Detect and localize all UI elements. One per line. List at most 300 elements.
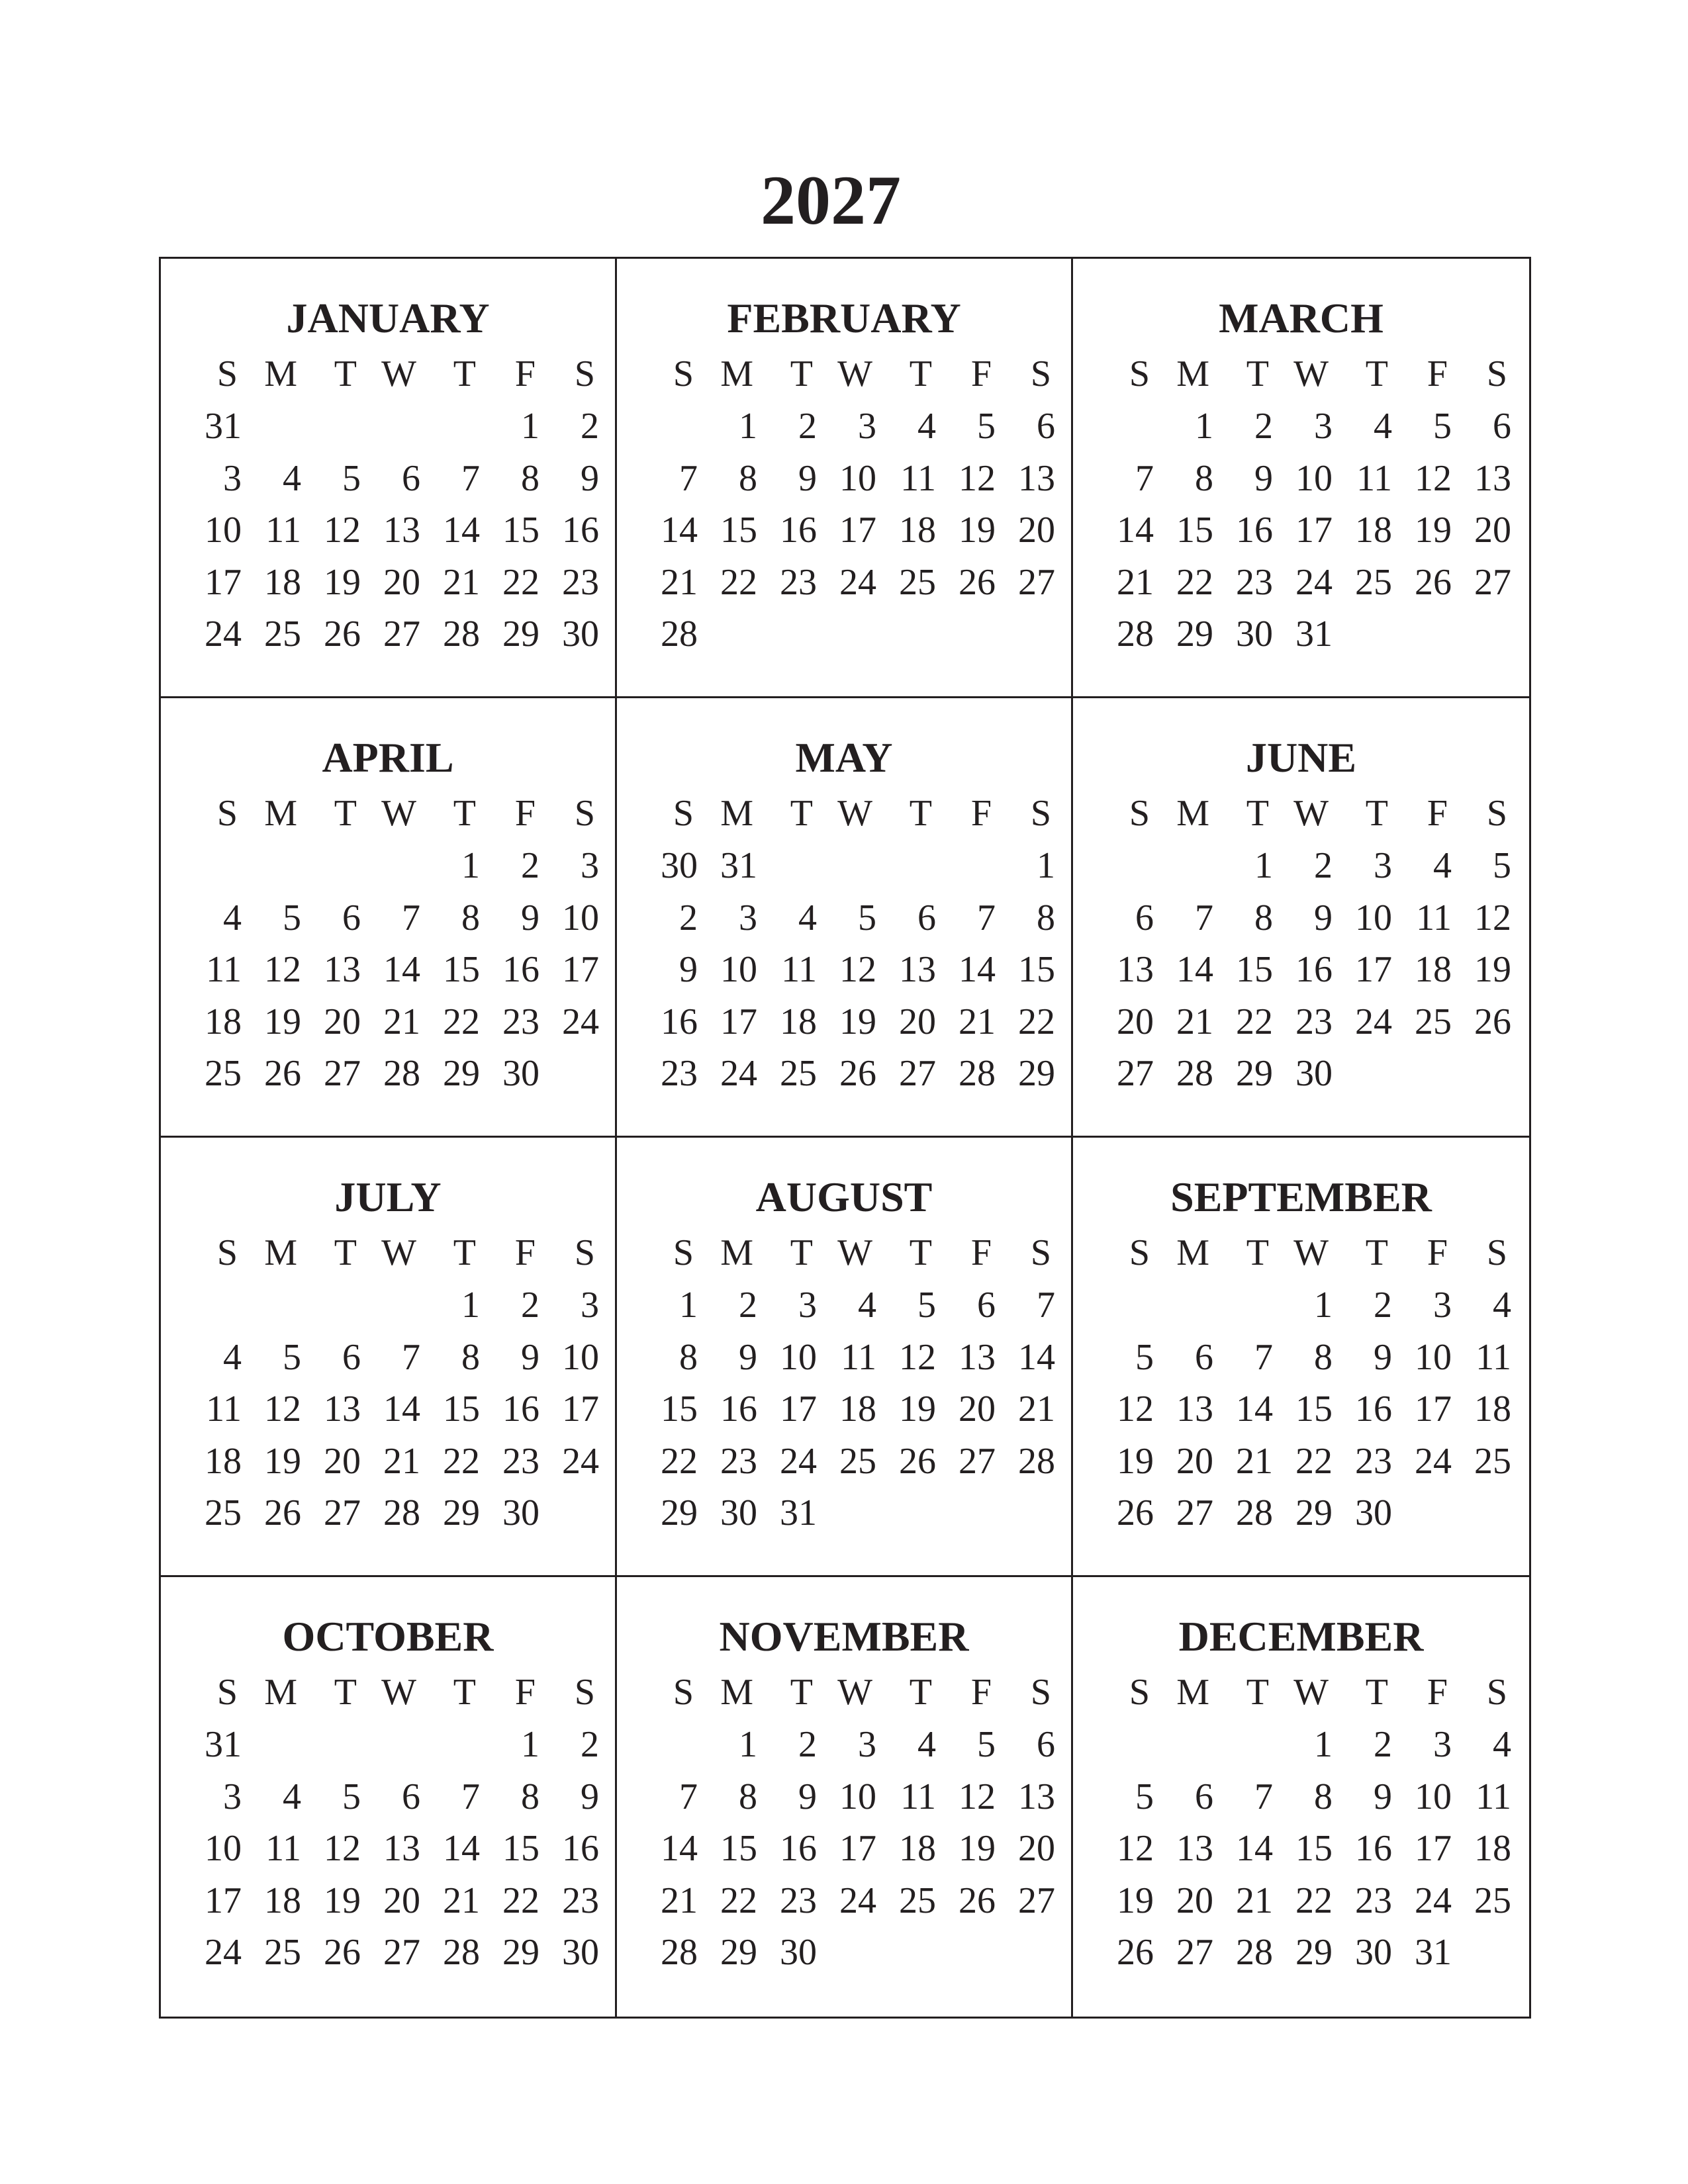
week-row (638, 1003, 1055, 1040)
week-row (638, 1830, 1055, 1867)
day-cell: 13 (1018, 1776, 1055, 1817)
day-cell: 14 (383, 949, 420, 990)
week-row (1094, 1287, 1511, 1324)
day-cell (301, 847, 361, 884)
day-cell: 1 (679, 1285, 698, 1326)
day-cell: 27 (1018, 1880, 1055, 1921)
day-cell: 9 (1254, 457, 1273, 499)
day-cell: 4 (1433, 845, 1452, 886)
day-cell: 26 (1117, 1932, 1154, 1973)
day-cell: 18 (1474, 1388, 1511, 1430)
weekday-label: F (1427, 1232, 1448, 1273)
month-name: AUGUST (755, 1173, 933, 1220)
day-cell: 21 (1176, 1001, 1213, 1042)
day-cell: 8 (679, 1336, 698, 1378)
weekday-label: T (453, 1672, 476, 1713)
month-name: MAY (795, 734, 893, 781)
week-row (182, 1390, 599, 1428)
day-cell: 27 (1117, 1053, 1154, 1094)
week-row (182, 1778, 599, 1815)
weekday-label: S (1129, 1672, 1150, 1713)
week-row (638, 408, 1055, 445)
day-cell: 31 (1295, 614, 1333, 655)
day-cell: 4 (1374, 406, 1392, 447)
day-cell: 30 (1295, 1053, 1333, 1094)
day-cell: 8 (461, 1336, 480, 1378)
day-cell (301, 1287, 361, 1324)
day-cell: 17 (780, 1388, 817, 1430)
day-cell: 1 (521, 406, 539, 447)
week-row (638, 512, 1055, 549)
day-cell: 16 (661, 1001, 698, 1042)
day-cell (996, 615, 1055, 653)
day-cell: 13 (1176, 1388, 1213, 1430)
day-cell: 1 (1314, 1285, 1333, 1326)
day-cell: 7 (402, 1336, 420, 1378)
weekday-label: T (334, 1672, 357, 1713)
weekday-header (1094, 795, 1511, 832)
day-cell: 21 (959, 1001, 996, 1042)
day-cell: 28 (1018, 1440, 1055, 1482)
week-row (1094, 847, 1511, 884)
day-cell: 2 (521, 845, 539, 886)
month-name: DECEMBER (1178, 1613, 1424, 1660)
week-row (1094, 615, 1511, 653)
day-cell (876, 1934, 936, 1971)
day-cell: 9 (1374, 1776, 1392, 1817)
day-cell: 12 (839, 949, 876, 990)
day-cell: 3 (1314, 406, 1333, 447)
day-cell (996, 1494, 1055, 1531)
day-cell: 7 (1254, 1336, 1273, 1378)
weekday-label: T (909, 353, 932, 394)
day-cell (876, 1494, 936, 1531)
weekday-label: T (453, 1232, 476, 1273)
day-cell: 22 (443, 1001, 480, 1042)
day-cell: 20 (324, 1440, 361, 1482)
weekday-header (1094, 1674, 1511, 1711)
day-cell: 5 (1493, 845, 1511, 886)
weekday-label: W (381, 1232, 416, 1273)
day-cell (1452, 1934, 1511, 1971)
day-cell: 25 (899, 561, 936, 603)
weekday-label: S (1486, 1672, 1507, 1713)
day-cell: 9 (1314, 897, 1333, 938)
day-cell: 20 (1176, 1440, 1213, 1482)
day-cell: 12 (264, 1388, 301, 1430)
weekday-label: T (334, 353, 357, 394)
day-cell: 31 (205, 1724, 242, 1765)
day-cell: 3 (223, 1776, 242, 1817)
week-row (1094, 951, 1511, 988)
day-cell: 29 (661, 1492, 698, 1533)
weekday-label: F (514, 1672, 536, 1713)
day-cell: 8 (1314, 1776, 1333, 1817)
day-cell: 4 (223, 1336, 242, 1378)
weekday-label: F (970, 1232, 992, 1273)
day-cell: 5 (858, 897, 876, 938)
day-cell: 21 (443, 1880, 480, 1921)
day-cell: 14 (661, 1828, 698, 1869)
day-cell: 6 (1195, 1776, 1213, 1817)
day-cell: 10 (562, 1336, 599, 1378)
day-cell: 20 (1117, 1001, 1154, 1042)
day-cell: 5 (283, 897, 301, 938)
day-cell: 21 (661, 561, 698, 603)
week-row (182, 1494, 599, 1531)
day-cell: 16 (1355, 1388, 1392, 1430)
week-row (638, 615, 1055, 653)
day-cell (936, 847, 996, 884)
day-cell (1094, 1726, 1154, 1763)
day-cell: 9 (581, 1776, 599, 1817)
day-cell: 13 (899, 949, 936, 990)
day-cell: 23 (780, 561, 817, 603)
day-cell: 18 (205, 1001, 242, 1042)
day-cell: 28 (1236, 1492, 1273, 1533)
day-cell: 17 (562, 1388, 599, 1430)
day-cell: 29 (1295, 1492, 1333, 1533)
day-cell: 22 (1018, 1001, 1055, 1042)
weekday-label: T (1246, 793, 1269, 834)
day-cell: 7 (977, 897, 996, 938)
week-row (182, 1726, 599, 1763)
day-cell: 14 (1236, 1388, 1273, 1430)
day-cell: 27 (324, 1492, 361, 1533)
weekday-label: M (264, 1672, 297, 1713)
weekday-label: S (216, 793, 238, 834)
day-cell: 2 (1314, 845, 1333, 886)
weekday-label: S (216, 1232, 238, 1273)
day-cell: 16 (502, 949, 539, 990)
day-cell: 21 (383, 1440, 420, 1482)
day-cell: 8 (1037, 897, 1055, 938)
day-cell (1094, 1287, 1154, 1324)
day-cell (1452, 1055, 1511, 1092)
day-cell: 5 (1433, 406, 1452, 447)
weekday-label: S (1030, 353, 1051, 394)
weekday-label: M (1176, 793, 1209, 834)
day-cell: 8 (1254, 897, 1273, 938)
day-cell: 25 (264, 614, 301, 655)
day-cell: 11 (1356, 457, 1392, 499)
day-cell (1392, 1055, 1452, 1092)
week-row (1094, 457, 1511, 499)
day-cell: 16 (1355, 1828, 1392, 1869)
day-cell: 17 (839, 510, 876, 551)
weekday-label: W (1293, 1232, 1329, 1273)
weekday-label: S (574, 1672, 595, 1713)
weekday-label: S (1486, 1232, 1507, 1273)
weekday-label: T (1246, 1232, 1269, 1273)
day-cell: 24 (839, 1880, 876, 1921)
day-cell: 15 (661, 1388, 698, 1430)
weekday-header (182, 1674, 599, 1711)
day-cell (1452, 615, 1511, 653)
day-cell: 30 (562, 1932, 599, 1973)
day-cell: 22 (502, 561, 539, 603)
day-cell: 3 (581, 1285, 599, 1326)
day-cell: 30 (1355, 1932, 1392, 1973)
month-name: SEPTEMBER (1170, 1173, 1432, 1220)
month-june (1073, 698, 1529, 1138)
day-cell: 13 (383, 510, 420, 551)
day-cell: 19 (959, 510, 996, 551)
day-cell: 29 (502, 614, 539, 655)
day-cell: 23 (1355, 1880, 1392, 1921)
weekday-label: T (1365, 1672, 1388, 1713)
day-cell: 5 (917, 1285, 936, 1326)
day-cell (638, 408, 698, 445)
day-cell: 12 (1474, 897, 1511, 938)
day-cell: 11 (841, 1336, 876, 1378)
month-november (617, 1577, 1073, 2017)
week-row (638, 457, 1055, 499)
weekday-label: W (1293, 1672, 1329, 1713)
year-title: 2027 (761, 161, 901, 239)
day-cell: 2 (798, 406, 817, 447)
day-cell: 12 (264, 949, 301, 990)
month-october (161, 1577, 617, 2017)
weekday-header (1094, 1234, 1511, 1271)
day-cell: 16 (780, 1828, 817, 1869)
weekday-label: S (673, 1672, 694, 1713)
day-cell (1154, 847, 1213, 884)
weekday-label: F (970, 793, 992, 834)
day-cell: 13 (324, 949, 361, 990)
day-cell (539, 1055, 599, 1092)
day-cell: 14 (1117, 510, 1154, 551)
day-cell: 10 (1415, 1776, 1452, 1817)
day-cell: 18 (839, 1388, 876, 1430)
weekday-label: T (1365, 793, 1388, 834)
calendar-grid (159, 257, 1531, 2019)
day-cell: 1 (1037, 845, 1055, 886)
weekday-label: T (909, 1232, 932, 1273)
day-cell: 22 (502, 1880, 539, 1921)
day-cell: 22 (1295, 1880, 1333, 1921)
day-cell: 27 (324, 1053, 361, 1094)
day-cell: 9 (521, 1336, 539, 1378)
day-cell: 14 (1018, 1336, 1055, 1378)
day-cell (1094, 847, 1154, 884)
day-cell: 8 (521, 1776, 539, 1817)
week-row (1094, 1494, 1511, 1531)
weekday-label: M (264, 793, 297, 834)
day-cell: 16 (780, 510, 817, 551)
day-cell (361, 408, 420, 445)
week-row (182, 457, 599, 499)
day-cell: 15 (443, 949, 480, 990)
day-cell: 24 (562, 1001, 599, 1042)
day-cell: 3 (1433, 1724, 1452, 1765)
month-september (1073, 1138, 1529, 1577)
day-cell: 4 (223, 897, 242, 938)
weekday-label: S (1129, 793, 1150, 834)
month-february (617, 259, 1073, 698)
day-cell (1333, 1055, 1392, 1092)
weekday-label: M (264, 353, 297, 394)
day-cell: 5 (342, 1776, 361, 1817)
weekday-label: W (381, 1672, 416, 1713)
weekday-label: M (1176, 1232, 1209, 1273)
day-cell: 11 (900, 1776, 936, 1817)
day-cell: 7 (402, 897, 420, 938)
day-cell: 18 (1355, 510, 1392, 551)
day-cell: 5 (342, 457, 361, 499)
day-cell: 4 (917, 1724, 936, 1765)
weekday-label: S (1129, 353, 1150, 394)
day-cell: 4 (1493, 1724, 1511, 1765)
weekday-label: W (837, 1232, 872, 1273)
day-cell: 3 (739, 897, 757, 938)
day-cell: 30 (1355, 1492, 1392, 1533)
day-cell: 9 (679, 949, 698, 990)
week-row (638, 1882, 1055, 1919)
day-cell (182, 847, 242, 884)
week-row (638, 1055, 1055, 1092)
week-row (638, 1390, 1055, 1428)
day-cell: 12 (1415, 457, 1452, 499)
weekday-header (182, 795, 599, 832)
day-cell: 16 (1295, 949, 1333, 990)
day-cell: 22 (661, 1440, 698, 1482)
day-cell: 2 (1374, 1724, 1392, 1765)
day-cell: 10 (839, 457, 876, 499)
day-cell: 24 (1415, 1880, 1452, 1921)
day-cell: 16 (562, 510, 599, 551)
week-row (1094, 899, 1511, 936)
day-cell: 26 (264, 1053, 301, 1094)
weekday-header (638, 1674, 1055, 1711)
week-row (182, 1003, 599, 1040)
day-cell: 11 (1476, 1336, 1511, 1378)
day-cell: 25 (1355, 561, 1392, 603)
day-cell (638, 1726, 698, 1763)
month-name: JUNE (1245, 734, 1357, 781)
week-row (1094, 1390, 1511, 1428)
week-row (1094, 1055, 1511, 1092)
weekday-label: W (381, 353, 416, 394)
week-row (638, 1934, 1055, 1971)
day-cell: 26 (264, 1492, 301, 1533)
day-cell: 30 (780, 1932, 817, 1973)
day-cell: 10 (562, 897, 599, 938)
day-cell: 16 (1236, 510, 1273, 551)
day-cell: 13 (383, 1828, 420, 1869)
weekday-label: F (1427, 793, 1448, 834)
day-cell: 19 (1117, 1440, 1154, 1482)
month-march (1073, 259, 1529, 698)
weekday-label: T (790, 353, 813, 394)
day-cell: 3 (858, 1724, 876, 1765)
day-cell: 29 (443, 1492, 480, 1533)
day-cell: 19 (1415, 510, 1452, 551)
day-cell: 11 (900, 457, 936, 499)
weekday-label: T (453, 793, 476, 834)
day-cell: 14 (1176, 949, 1213, 990)
day-cell (361, 1287, 420, 1324)
day-cell (1213, 1726, 1273, 1763)
day-cell: 4 (858, 1285, 876, 1326)
weekday-label: F (970, 1672, 992, 1713)
weekday-header (1094, 355, 1511, 392)
day-cell: 8 (461, 897, 480, 938)
day-cell (817, 847, 876, 884)
weekday-label: W (837, 793, 872, 834)
day-cell: 3 (223, 457, 242, 499)
day-cell: 25 (839, 1440, 876, 1482)
day-cell: 23 (502, 1001, 539, 1042)
week-row (182, 1882, 599, 1919)
day-cell: 7 (679, 457, 698, 499)
day-cell: 5 (977, 1724, 996, 1765)
day-cell: 2 (798, 1724, 817, 1765)
day-cell: 6 (917, 897, 936, 938)
day-cell: 23 (1295, 1001, 1333, 1042)
weekday-label: M (1176, 353, 1209, 394)
day-cell: 24 (720, 1053, 757, 1094)
week-row (182, 1934, 599, 1971)
day-cell: 15 (1176, 510, 1213, 551)
week-row (182, 1287, 599, 1324)
weekday-label: S (216, 353, 238, 394)
day-cell: 25 (264, 1932, 301, 1973)
month-name: APRIL (322, 734, 454, 781)
day-cell: 4 (798, 897, 817, 938)
week-row (182, 951, 599, 988)
month-name: NOVEMBER (719, 1613, 969, 1660)
day-cell: 28 (661, 614, 698, 655)
week-row (182, 1055, 599, 1092)
weekday-label: T (1365, 1232, 1388, 1273)
week-row (638, 1494, 1055, 1531)
day-cell: 23 (661, 1053, 698, 1094)
weekday-label: S (1030, 1232, 1051, 1273)
week-row (638, 561, 1055, 603)
day-cell: 14 (661, 510, 698, 551)
day-cell: 3 (1374, 845, 1392, 886)
week-row (1094, 408, 1511, 445)
day-cell: 27 (1018, 561, 1055, 603)
day-cell: 10 (1355, 897, 1392, 938)
week-row (182, 512, 599, 549)
day-cell: 18 (780, 1001, 817, 1042)
day-cell: 12 (899, 1336, 936, 1378)
day-cell: 15 (720, 510, 757, 551)
day-cell: 17 (205, 1880, 242, 1921)
day-cell: 15 (1295, 1828, 1333, 1869)
day-cell: 12 (959, 1776, 996, 1817)
day-cell: 29 (1236, 1053, 1273, 1094)
day-cell: 22 (720, 1880, 757, 1921)
weekday-label: S (216, 1672, 238, 1713)
weekday-label: T (453, 353, 476, 394)
weekday-label: W (1293, 353, 1329, 394)
day-cell: 6 (1195, 1336, 1213, 1378)
day-cell: 2 (739, 1285, 757, 1326)
day-cell: 12 (324, 510, 361, 551)
day-cell: 13 (959, 1336, 996, 1378)
day-cell: 28 (1176, 1053, 1213, 1094)
day-cell: 29 (720, 1932, 757, 1973)
day-cell: 8 (739, 1776, 757, 1817)
day-cell: 5 (977, 406, 996, 447)
day-cell: 10 (1295, 457, 1333, 499)
day-cell: 13 (324, 1388, 361, 1430)
day-cell: 11 (265, 1828, 301, 1869)
day-cell: 11 (1476, 1776, 1511, 1817)
